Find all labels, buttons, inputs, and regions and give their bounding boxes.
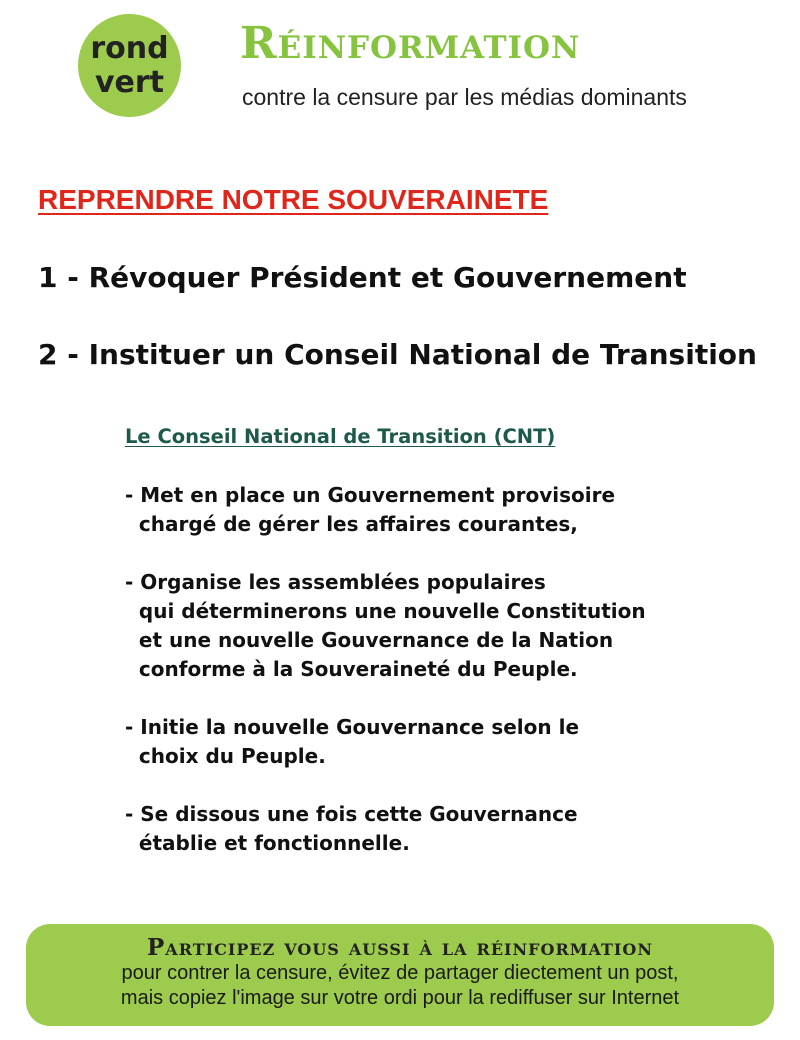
banner-title: Participez vous aussi à la réinformation bbox=[147, 934, 653, 961]
main-heading: REPRENDRE NOTRE SOUVERAINETE bbox=[38, 184, 549, 215]
cnt-duties-list bbox=[125, 481, 745, 887]
point-revoke: 1 - Révoquer Président et Gouvernement bbox=[38, 261, 687, 294]
logo-line-2: vert bbox=[94, 64, 165, 100]
point-institute-cnt: 2 - Instituer un Conseil National de Transition bbox=[38, 338, 757, 371]
banner-line-2: mais copiez l'image sur votre ordi pour la rediffuser sur Internet bbox=[120, 987, 680, 1009]
brand-subtitle: contre la censure par les médias dominants bbox=[242, 84, 687, 110]
cnt-duty-item: - Se dissous une fois cette Gouvernance établie et fonctionnelle. bbox=[125, 802, 578, 855]
logo-line-1: rond bbox=[90, 30, 169, 66]
banner-line-1: pour contrer la censure, évitez de partager diectement un post, bbox=[121, 962, 679, 984]
brand-title: Réinformation bbox=[240, 18, 581, 69]
cnt-title: Le Conseil National de Transition (CNT) bbox=[125, 425, 556, 448]
cnt-duty-item: - Organise les assemblées populaires qui déterminerons une nouvelle Constitution et une nouvelle Gouvernance de la Nation conforme à la Souveraineté du Peuple. bbox=[125, 570, 646, 681]
share-banner bbox=[26, 924, 774, 1026]
cnt-duty-item: - Met en place un Gouvernement provisoire chargé de gérer les affaires courantes, bbox=[125, 483, 616, 536]
cnt-duty-item: - Initie la nouvelle Gouvernance selon le choix du Peuple. bbox=[125, 715, 580, 768]
rond-vert-logo bbox=[78, 14, 181, 117]
